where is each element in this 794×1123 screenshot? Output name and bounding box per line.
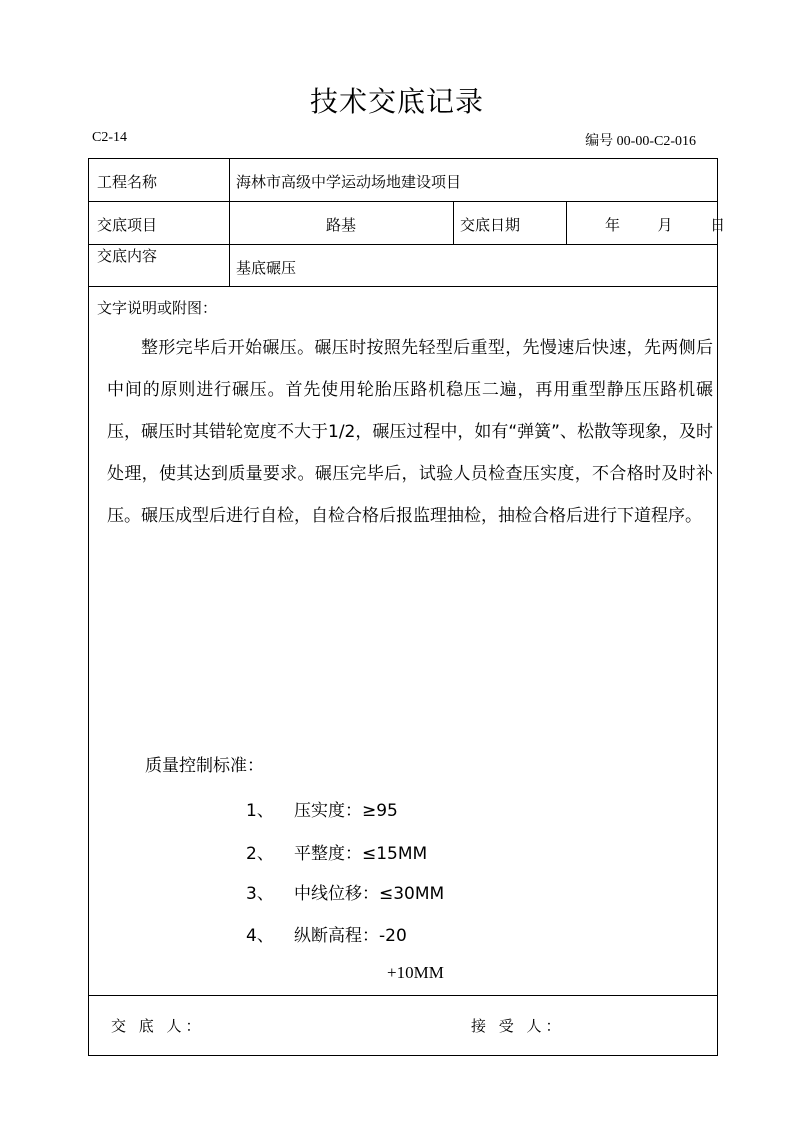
row-divider — [89, 201, 717, 202]
notes-label: 文字说明或附图： — [97, 299, 218, 317]
record-table — [88, 158, 726, 1056]
row-divider — [89, 995, 717, 996]
content-value: 基底碾压 — [236, 259, 297, 277]
document-title: 技术交底记录 — [309, 85, 484, 118]
form-code: C2-14 — [92, 130, 127, 145]
quality-item-num: 2、 — [246, 844, 274, 864]
quality-item-num: 4、 — [246, 926, 274, 946]
quality-item — [246, 921, 407, 946]
column-divider — [566, 201, 567, 244]
item-value: 路基 — [325, 216, 356, 234]
quality-item-text: 压实度：≥95 — [294, 801, 398, 821]
item-label: 交底项目 — [97, 216, 158, 234]
quality-item-extra: +10MM — [387, 963, 444, 982]
giver-signature-label: 交 底 人： — [111, 1017, 205, 1035]
quality-item-text: 中线位移：≤30MM — [294, 884, 445, 904]
content-label: 交底内容 — [97, 247, 158, 265]
quality-item-num: 1、 — [246, 801, 274, 821]
body-paragraph: 整形完毕后开始碾压。碾压时按照先轻型后重型，先慢速后快速，先两侧后中间的原则进行碾压。首先使用轮胎压路机稳压二遍，再用重型静压压路机碾压，碾压时其错轮宽度不大于1/2，碾压过程中，如有“弹簧”、松散等现象，及时处理，使其达到质量要求。碾压完毕后，试验人员检查压实度，不合格时及时补压。碾压成型后进行自检，自检合格后报监理抽检，抽检合格后进行下道程序。 — [107, 338, 713, 526]
row-divider — [89, 286, 717, 287]
row-divider — [89, 244, 717, 245]
quality-item — [246, 879, 444, 904]
receiver-signature-label: 接 受 人： — [471, 1017, 565, 1035]
quality-item-num: 3、 — [246, 884, 274, 904]
quality-item-text: 纵断高程：-20 — [294, 926, 407, 946]
quality-item — [246, 839, 427, 864]
project-name-value: 海林市高级中学运动场地建设项目 — [236, 173, 462, 191]
quality-title: 质量控制标准： — [145, 756, 264, 776]
body-text — [107, 327, 713, 537]
serial-number: 编号 00-00-C2-016 — [585, 134, 696, 149]
quality-item — [246, 796, 398, 821]
date-value: 年 月 日 — [605, 216, 726, 234]
column-divider — [453, 201, 454, 244]
date-label: 交底日期 — [460, 216, 521, 234]
project-name-label: 工程名称 — [97, 173, 158, 191]
quality-item-text: 平整度：≤15MM — [294, 844, 428, 864]
